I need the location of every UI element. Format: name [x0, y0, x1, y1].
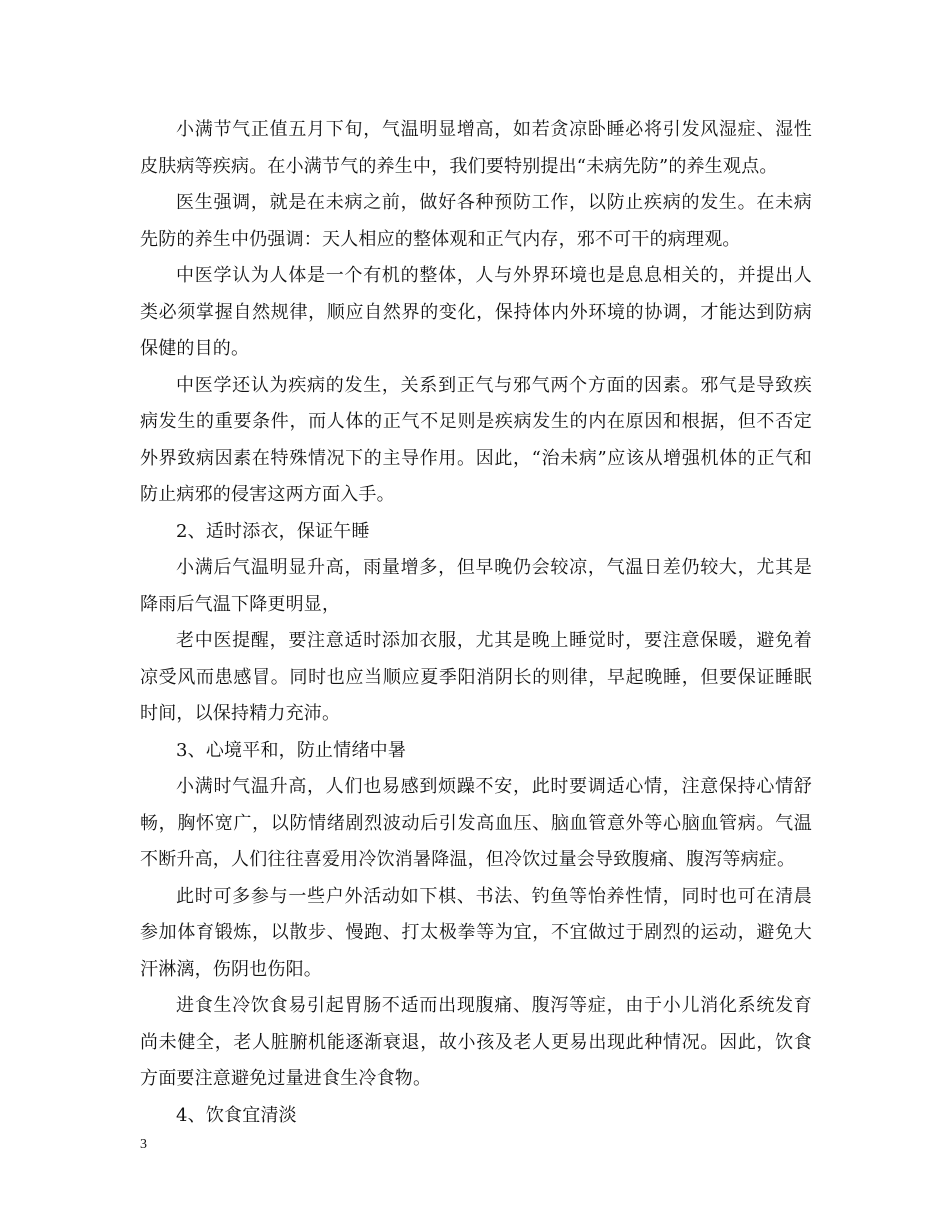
paragraph: 老中医提醒，要注意适时添加衣服，尤其是晚上睡觉时，要注意保暖，避免着凉受风而患感冒。同时也应当顺应夏季阳消阴长的则律，早起晚睡，但要保证睡眠时间，以保持精力充沛。 [140, 630, 812, 724]
paragraph: 医生强调，就是在未病之前，做好各种预防工作，以防止疾病的发生。在未病先防的养生中仍强调：天人相应的整体观和正气内存，邪不可干的病理观。 [140, 192, 812, 250]
section-heading: 3、心境平和，防止情绪中暑 [176, 739, 407, 761]
paragraph: 小满后气温明显升高，雨量增多，但早晚仍会较凉，气温日差仍较大，尤其是降雨后气温下降更明显， [140, 557, 812, 615]
paragraph: 中医学认为人体是一个有机的整体，人与外界环境也是息息相关的，并提出人类必须掌握自然规律，顺应自然界的变化，保持体内外环境的协调，才能达到防病保健的目的。 [140, 265, 812, 359]
paragraph: 此时可多参与一些户外活动如下棋、书法、钓鱼等怡养性情，同时也可在清晨参加体育锻炼，以散步、慢跑、打太极拳等为宜，不宜做过于剧烈的运动，避免大汗淋漓，伤阴也伤阳。 [140, 885, 812, 980]
document-body [140, 112, 812, 1134]
paragraph: 进食生冷饮食易引起胃肠不适而出现腹痛、腹泻等症，由于小儿消化系统发育尚未健全，老人脏腑机能逐渐衰退，故小孩及老人更易出现此种情况。因此，饮食方面要注意避免过量进食生冷食物。 [140, 995, 812, 1089]
paragraph: 小满时气温升高，人们也易感到烦躁不安，此时要调适心情，注意保持心情舒畅，胸怀宽广，以防情绪剧烈波动后引发高血压、脑血管意外等心脑血管病。气温不断升高，人们往往喜爱用冷饮消暑降温，但冷饮过量会导致腹痛、腹泻等病症。 [140, 776, 812, 870]
section-heading: 2、适时添衣，保证午睡 [176, 520, 370, 542]
paragraph: 小满节气正值五月下旬，气温明显增高，如若贪凉卧睡必将引发风湿症、湿性皮肤病等疾病。在小满节气的养生中，我们要特别提出“未病先防”的养生观点。 [140, 119, 812, 177]
section-heading: 4、饮食宜清淡 [176, 1104, 297, 1126]
paragraph: 中医学还认为疾病的发生，关系到正气与邪气两个方面的因素。邪气是导致疾病发生的重要条件，而人体的正气不足则是疾病发生的内在原因和根据，但不否定外界致病因素在特殊情况下的主导作用。因此，“治未病”应该从增强机体的正气和防止病邪的侵害这两方面入手。 [140, 374, 812, 505]
page-number: 3 [140, 1137, 147, 1152]
